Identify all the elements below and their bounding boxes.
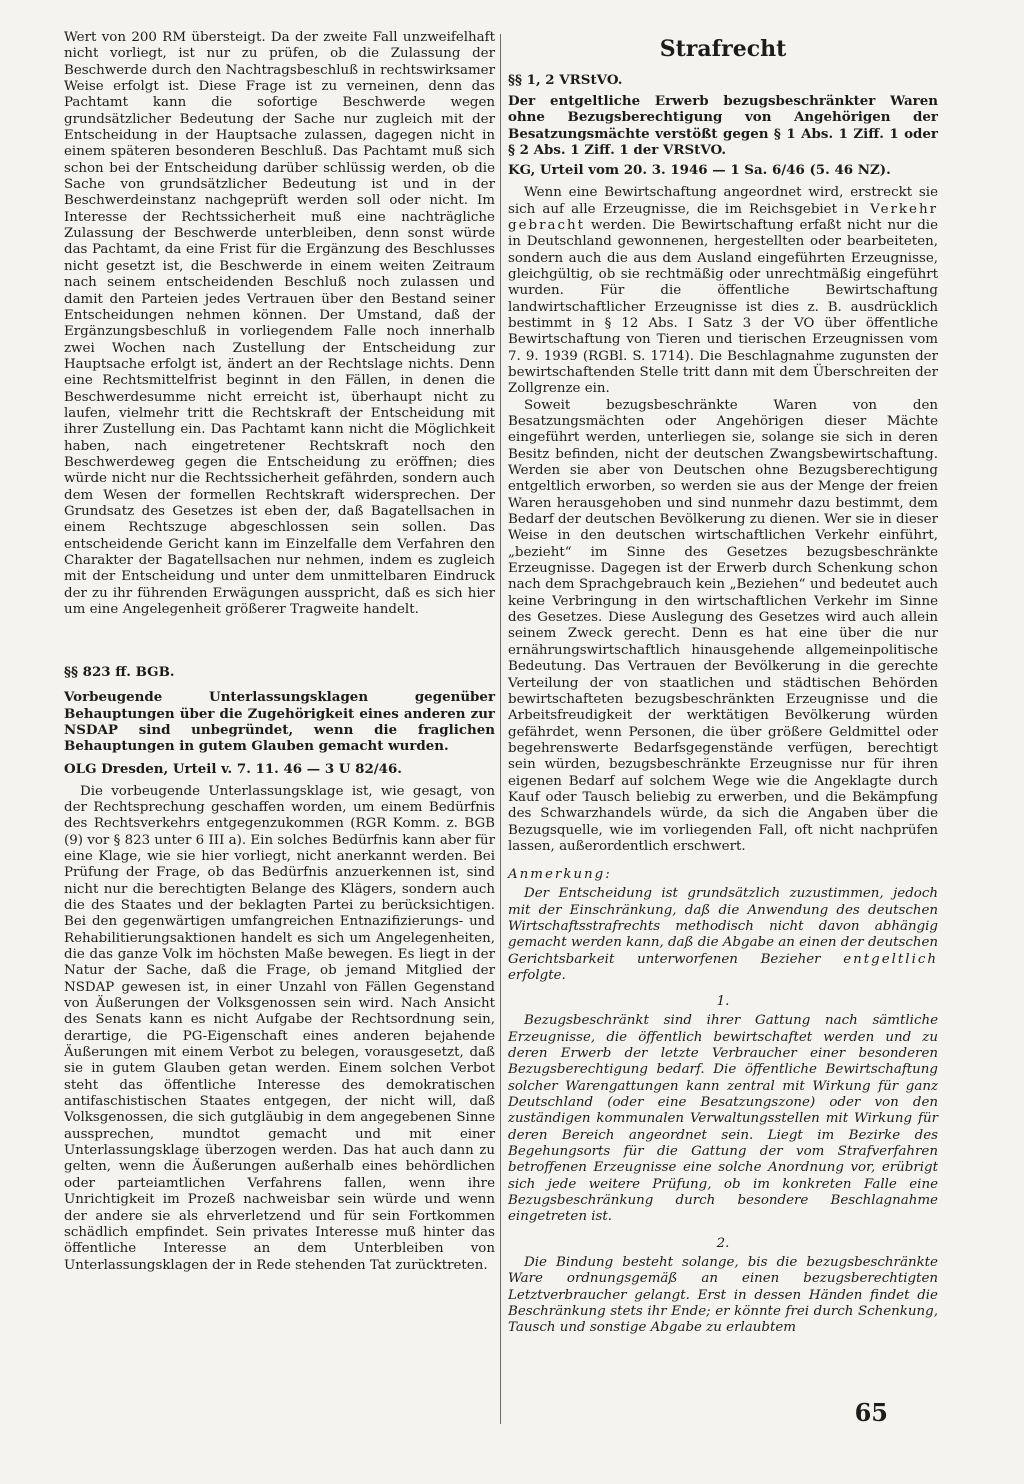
section-title: Strafrecht — [659, 36, 787, 62]
left-section-heading: §§ 823 ff. BGB. — [64, 664, 175, 681]
annotation-paragraph-1 — [508, 886, 938, 984]
right-paragraph-1-end: werden. Die Bewirtschaftung erfaßt nicht nur die in Deutschland gewonnenen, hergestellten oder bearbeiteten, sondern auch die aus dem Ausland eingeführten Erzeugnisse, gleichgültig, ob sie rechtmäßig oder unrechtmäßig eingeführt wurden. Für die öffentliche Bewirtschaftung landwirtschaftlicher Erzeugnisse ist dies z. B. ausdrücklich bestimmt in § 12 Abs. I Satz 3 der VO über öffentliche Bewirtschaftung von Tieren und tierischen Erzeugnissen vom 7. 9. 1939 (RGBl. S. 1714). Die Beschlagnahme zugunsten der bewirtschaftenden Stelle tritt dann mit dem Überschreiten der Zollgrenze ein. — [508, 217, 938, 397]
annotation-paragraph-2: Bezugsbeschränkt sind ihrer Gattung nach sämtliche Erzeugnisse, die öffentlich bewirtschaftet werden und zu deren Erwerb der letzte Verbraucher einer besonderen Bezugsberechtigung bedarf. Die öffentliche Bewirtschaftung solcher Warengattungen kann zentral mit Wirkung für ganz Deutschland (oder eine Besatzungszone) oder von den zuständigen kommunalen Verwaltungsstellen mit Wirkung für deren Bereich angeordnet sein. Liegt im Bezirke des Begehungsorts für die Gattung der vom Strafverfahren betroffenen Erzeugnisse eine solche Anordnung vor, erübrigt sich jede weitere Prüfung, ob im konkreten Falle eine Bezugsbeschränkung durch besondere Beschlagnahme eingetreten ist. — [508, 1013, 938, 1225]
left-headnote: Vorbeugende Unterlassungsklagen gegenüber Behauptungen über die Zugehörigkeit eines anderen zur NSDAP sind unbegründet, wenn die fraglichen Behauptungen in gutem Glauben gemacht wurden. — [64, 689, 495, 755]
right-section-heading: §§ 1, 2 VRStVO. — [508, 72, 623, 88]
right-paragraph-1 — [508, 185, 938, 397]
left-citation: OLG Dresden, Urteil v. 7. 11. 46 — 3 U 82/46. — [64, 760, 402, 777]
annotation-number-2: 2. — [716, 1235, 730, 1251]
annotation-paragraph-1-spaced: entgeltlich — [843, 951, 938, 967]
page-number: 65 — [854, 1398, 888, 1427]
right-column — [508, 30, 938, 1337]
column-divider — [500, 34, 501, 1424]
right-paragraph-2: Soweit bezugsbeschränkte Waren von den Besatzungsmächten oder Angehörigen dieser Mächte eingeführt werden, unterliegen sie, solange sie sich in deren Besitz befinden, nicht der deutschen Zwangsbewirtschaftung. Werden sie aber von Deutschen ohne Bezugsberechtigung entgeltlich erworben, so werden sie aus der Menge der freien Waren herausgehoben und sind nunmehr dazu bestimmt, dem Bedarf der deutschen Bevölkerung zu dienen. Wer sie in dieser Weise in den deutschen wirtschaftlichen Verkehr einführt, „bezieht“ im Sinne des Gesetzes bezugsbeschränkte Erzeugnisse. Dagegen ist der Erwerb durch Schenkung schon nach dem Sprachgebrauch kein „Beziehen“ und bedeutet auch keine Verbringung in den wirtschaftlichen Verkehr im Sinne des Gesetzes. Diese Auslegung des Gesetzes wird auch allein seinem Zweck gerecht. Denn es hat eine über die nur ernährungswirtschaftlich hinausgehende allgemeinpolitische Bedeutung. Das Vertrauen der Bevölkerung in die gerechte Verteilung der von staatlichen und städtischen Behörden bewirtschafteten bezugsbeschränkten Erzeugnisse und die Arbeitsfreudigkeit der werktätigen Bevölkerung würden gefährdet, wenn Personen, die über größere Geldmittel oder begehrenswerte Bedarfsgegenstände verfügen, berechtigt sein würden, bezugsbeschränkte Erzeugnisse nur für ihren eigenen Bedarf auf solchem Wege wie die Angeklagte durch Kauf oder Tausch beliebig zu erwerben, und die Bekämpfung des Schwarzhandels würde, da sich die Angaben über die Bezugsquelle, wie im vorliegenden Fall, oft nicht nachprüfen lassen, außerordentlich erschwert. — [508, 397, 938, 854]
annotation-paragraph-1-start: Der Entscheidung ist grundsätzlich zuzustimmen, jedoch mit der Einschränkung, daß die Anwendung des deutschen Wirtschaftsstrafrechts methodisch nicht davon abhängig gemacht werden kann, daß die Abgabe an einen der deutschen Gerichtsbarkeit unterworfenen Bezieher — [508, 886, 939, 967]
annotation-paragraph-3: Die Bindung besteht solange, bis die bezugsbeschränkte Ware ordnungsgemäß an einen bezugsberechtigten Letztverbraucher gelangt. Erst in dessen Händen findet die Beschränkung stets ihr Ende; er könnte frei durch Schenkung, Tausch und sonstige Abgabe zu erlaubtem — [508, 1254, 938, 1336]
left-paragraph-2: Die vorbeugende Unterlassungsklage ist, wie gesagt, von der Rechtsprechung geschaffen worden, um einem Bedürfnis des Rechtsverkehrs entgegenzukommen (RGR Komm. z. BGB (9) vor § 823 unter 6 III a). Ein solches Bedürfnis kann aber für eine Klage, wie sie hier vorliegt, nicht anerkannt werden. Bei Prüfung der Frage, ob das Bedürfnis anzuerkennen ist, sind nicht nur die berechtigten Belange des Klägers, sondern auch die des Staates und der beklagten Partei zu berücksichtigen. Bei den gegenwärtigen umfangreichen Entnazifizierungs- und Rehabilitierungsaktionen handelt es sich um Angelegenheiten, die das ganze Volk im höchsten Maße bewegen. Es liegt in der Natur der Sache, daß die Frage, ob jemand Mitglied der NSDAP gewesen ist, in einer Unzahl von Fällen Gegenstand von Äußerungen der Volksgenossen sein wird. Nach Ansicht des Senats kann es nicht Aufgabe der Rechtsordnung sein, derartige, die PG-Eigenschaft eines anderen bejahende Äußerungen mit einem Verbot zu belegen, vorausgesetzt, daß sie in gutem Glauben getan werden. Einem solchen Verbot steht das öffentliche Interesse des demokratischen antifaschistischen Staates entgegen, der nicht will, daß Volksgenossen, die sich gutgläubig in dem angegebenen Sinne aussprechen, mundtot gemacht und mit einer Unterlassungsklage überzogen werden. Das hat auch dann zu gelten, wenn die Äußerungen außerhalb eines behördlichen oder parteiamtlichen Verfahrens fallen, wenn ihre Unrichtigkeit im Prozeß nachweisbar sein würde und wenn der andere sie als ehrverletzend und für sein Fortkommen schädlich empfindet. Sein privates Interesse muß hinter das öffentliche Interesse an dem Unterbleiben von Unterlassungsklagen der in Rede stehenden Tat zurücktreten. — [64, 783, 495, 1273]
annotation-paragraph-1-end: erfolgte. — [508, 968, 566, 983]
left-paragraph-1: Wert von 200 RM übersteigt. Da der zweite Fall unzweifelhaft nicht vorliegt, ist nur zu prüfen, ob die Zulassung der Beschwerde durch den Nachtragsbeschluß in rechtswirksamer Weise erfolgt ist. Diese Frage ist zu verneinen, denn das Pachtamt kann die sofortige Beschwerde wegen grundsätzlicher Bedeutung der Sache nur zugleich mit der Entscheidung in der Hauptsache zulassen, dagegen nicht in einem späteren besonderen Beschluß. Das Pachtamt muß sich schon bei der Entscheidung darüber schlüssig werden, ob die Sache von grundsätzlicher Bedeutung ist und in der Beschwerdeinstanz nachgeprüft werden soll oder nicht. Im Interesse der Rechtssicherheit muß eine nachträgliche Zulassung der Beschwerde unterbleiben, denn sonst würde das Pachtamt, da eine Frist für die Ergänzung des Beschlusses nicht gesetzt ist, die Beschwerde in einem weiten Zeitraum nach seinem entscheidenden Beschluß noch zulassen und damit den Parteien jedes Vertrauen über den Bestand seiner Entscheidungen nehmen können. Der Umstand, daß der Ergänzungsbeschluß in vorliegendem Falle noch innerhalb zwei Wochen nach Zustellung der Entscheidung zur Hauptsache erfolgt ist, ändert an der Rechtslage nichts. Denn eine Rechtsmittelfrist beginnt in den Fällen, in denen die Beschwerdesumme nicht erreicht ist, überhaupt nicht zu laufen, vielmehr tritt die Rechtskraft der Entscheidung mit ihrer Zustellung ein. Das Pachtamt kann nicht die Möglichkeit haben, nach eingetretener Rechtskraft noch den Beschwerdeweg gegen die Entscheidung zu eröffnen; dies würde nicht nur die Rechtssicherheit gefährden, sondern auch dem Wesen der formellen Rechtskraft widersprechen. Der Grundsatz des Gesetzes ist eben der, daß Bagatellsachen in einem Rechtszuge abgeschlossen sein sollen. Das entscheidende Gericht kann im Einzelfalle dem Verfahren den Charakter der Bagatellsachen nur nehmen, indem es zugleich mit der Entscheidung und unter dem unmittelbaren Eindruck der zu ihr führenden Erwägungen ausspricht, daß es sich hier um eine Angelegenheit größerer Tragweite handelt. — [64, 30, 495, 618]
right-citation: KG, Urteil vom 20. 3. 1946 — 1 Sa. 6/46 (5. 46 NZ). — [508, 162, 891, 179]
annotation-label: Anmerkung: — [508, 867, 612, 883]
right-headnote: Der entgeltliche Erwerb bezugsbeschränkter Waren ohne Bezugsberechtigung von Angehörigen der Besatzungsmächte verstößt gegen § 1 Abs. 1 Ziff. 1 oder § 2 Abs. 1 Ziff. 1 der VRStVO. — [508, 93, 938, 158]
right-paragraph-1-start: Wenn eine Bewirtschaftung angeordnet wird, erstreckt sie sich auf alle Erzeugnisse, die im Reichsgebiet — [508, 185, 938, 217]
right-paragraph-1-spaced: in Verkehr gebracht — [508, 201, 938, 233]
annotation-number-1: 1. — [716, 994, 730, 1010]
left-column — [64, 30, 495, 1274]
